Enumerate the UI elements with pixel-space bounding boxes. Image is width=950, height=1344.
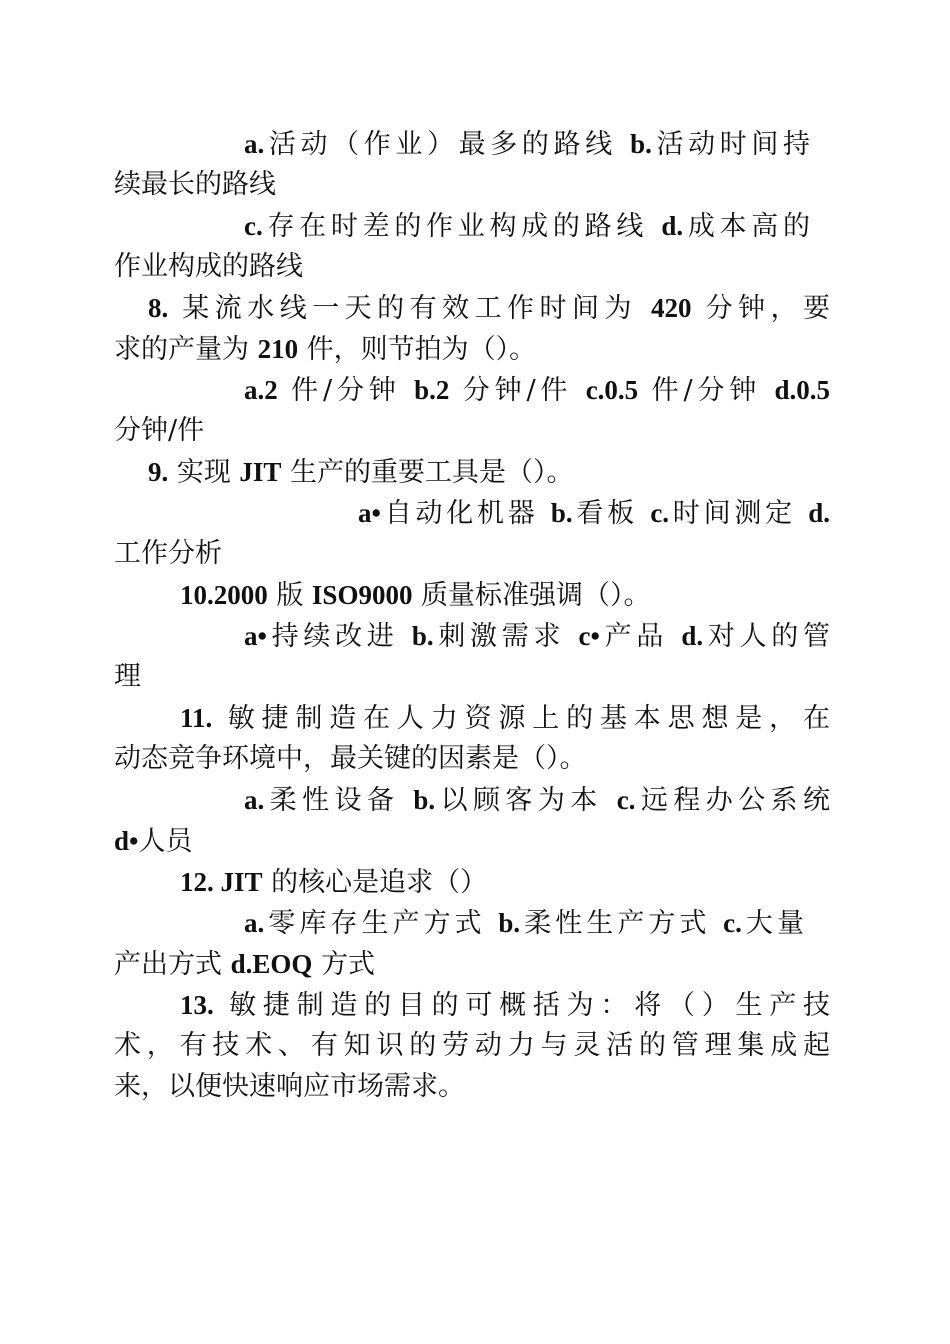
q12-options-line-2: 产出方式 d.EOQ 方式	[114, 949, 375, 980]
q8-options-line-1: a.2 件/分钟 b.2 分钟/件 c.0.5 件/分钟 d.0.5	[244, 375, 831, 406]
q7-options-line-3: c.存在时差的作业构成的路线 d.成本高的	[244, 211, 810, 242]
q10-options-line-1: a•持续改进 b.刺激需求 c•产品 d.对人的管	[244, 621, 830, 652]
q11-options-line-1: a.柔性设备 b.以顾客为本 c.远程办公系统	[244, 785, 830, 816]
q11-stem-line-1: 11. 敏捷制造在人力资源上的基本思想是，在	[180, 703, 830, 734]
q8-stem-line-1: 8. 某流水线一天的有效工作时间为 420 分钟，要	[148, 293, 830, 324]
q10-stem: 10.2000 版 ISO9000 质量标准强调（）。	[180, 580, 651, 611]
q13-stem-line-1: 13. 敏捷制造的目的可概括为：将（）生产技	[180, 990, 830, 1021]
q10-options-line-2: 理	[114, 661, 141, 692]
q7-options-line-2: 续最长的路线	[114, 169, 276, 200]
q8-stem-line-2: 求的产量为 210 件，则节拍为（）。	[114, 334, 537, 365]
q13-stem-line-2: 术，有技术、有知识的劳动力与灵活的管理集成起	[114, 1030, 830, 1061]
q9-stem: 9. 实现 JIT 生产的重要工具是（）。	[148, 457, 574, 488]
q9-options-line-2: 工作分析	[114, 538, 222, 569]
q11-options-line-2: d•人员	[114, 826, 193, 857]
q7-options-line-4: 作业构成的路线	[114, 251, 303, 282]
q7-options-line-1: a.活动（作业）最多的路线 b.活动时间持	[244, 129, 811, 160]
q13-stem-line-3: 来，以便快速响应市场需求。	[114, 1071, 465, 1102]
q12-stem: 12. JIT 的核心是追求（）	[180, 867, 488, 898]
q8-options-line-2: 分钟/件	[114, 415, 205, 446]
q9-options-line-1: a•自动化机器 b.看板 c.时间测定 d.	[358, 498, 830, 529]
q12-options-line-1: a.零库存生产方式 b.柔性生产方式 c.大量	[244, 908, 804, 939]
q11-stem-line-2: 动态竞争环境中，最关键的因素是（）。	[114, 743, 587, 774]
